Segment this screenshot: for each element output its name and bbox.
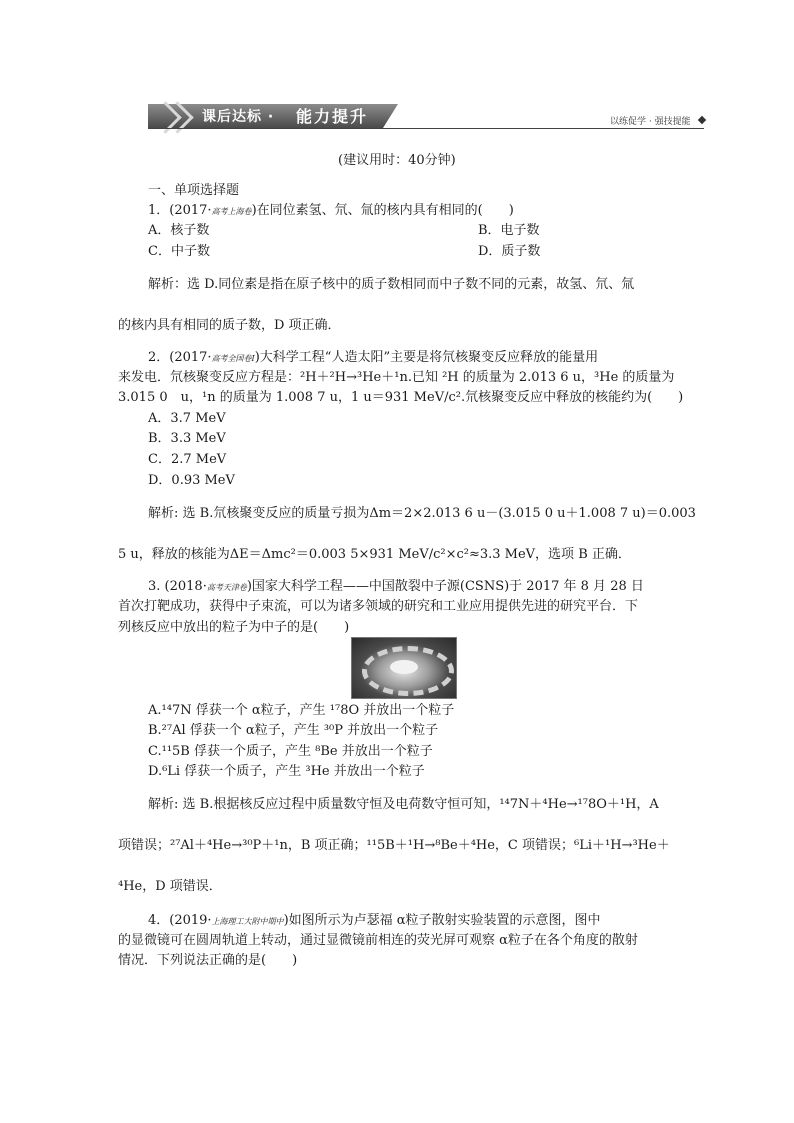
section-banner — [148, 104, 398, 128]
analysis-line: 解析：选 D.同位素是指在原子核中的质子数相同而中子数不同的元素，故氢、氘、氚 — [148, 277, 635, 292]
question-source: 高考全国卷Ⅰ — [211, 354, 255, 363]
option-c: C.¹¹5B 俘获一个质子，产生 ⁸Be 并放出一个粒子 — [148, 744, 433, 759]
option-a: A．核子数 — [148, 223, 210, 238]
header-slogan: 以练促学 · 强技提能 — [610, 117, 691, 127]
diamond-icon — [698, 116, 706, 124]
analysis-line: 解析: 选 B.氘核聚变反应的质量亏损为Δm＝2×2.013 6 u－(3.015 0 u＋1.008 7 u)＝0.003 — [148, 506, 696, 521]
option-d: D.⁶Li 俘获一个质子，产生 ³He 并放出一个粒子 — [148, 764, 425, 779]
question-text: 首次打靶成功，获得中子束流，可以为诸多领域的研究和工业应用提供先进的研究平台．下 — [118, 599, 639, 614]
question-text: 列核反应中放出的粒子为中子的是( ) — [118, 620, 350, 635]
question-number: 2．(2017· — [148, 350, 212, 365]
question-text: )大科学工程“人造太阳”主要是将氘核聚变反应释放的能量用 — [254, 350, 599, 365]
question-text: 情况．下列说法正确的是( ) — [118, 953, 298, 968]
option-b: B．3.3 MeV — [148, 431, 226, 446]
csns-facility-photo — [351, 637, 457, 699]
question-source: 高考上海卷 — [211, 207, 252, 216]
question-text: )在同位素氢、氘、氚的核内具有相同的( ) — [251, 203, 514, 218]
option-a: A．3.7 MeV — [148, 411, 226, 426]
question-number: 4．(2019· — [148, 913, 212, 928]
option-b: B．电子数 — [478, 223, 540, 238]
question-text: 来发电．氘核聚变反应方程是：²H＋²H→³He＋¹n.已知 ²H 的质量为 2.013 6 u，³He 的质量为 — [118, 370, 675, 385]
header-rule — [148, 128, 704, 129]
analysis-line: ⁴He，D 项错误． — [118, 879, 222, 894]
analysis-line: 的核内具有相同的质子数，D 项正确． — [118, 318, 341, 333]
section-title: 课后达标 · — [202, 109, 275, 125]
section-title-emph: 能力提升 — [296, 107, 369, 126]
option-c: C．中子数 — [148, 244, 210, 259]
option-b: B.²⁷Al 俘获一个 α粒子，产生 ³⁰P 并放出一个粒子 — [148, 723, 439, 738]
time-note: (建议用时：40分钟) — [338, 153, 456, 168]
question-source: 上海理工大附中期中 — [211, 917, 284, 926]
question-source: 高考天津卷 — [206, 583, 247, 592]
question-2-stem — [148, 349, 598, 368]
option-d: D．0.93 MeV — [148, 473, 235, 488]
question-text: )如图所示为卢瑟福 α粒子散射实验装置的示意图，图中 — [283, 913, 601, 928]
section-heading: 一、单项选择题 — [148, 183, 240, 198]
question-text: 的显微镜可在圆周轨道上转动，通过显微镜前相连的荧光屏可观察 α粒子在各个角度的散射 — [118, 933, 638, 948]
option-a: A.¹⁴7N 俘获一个 α粒子，产生 ¹⁷8O 并放出一个粒子 — [148, 703, 455, 718]
analysis-line: 5 u，释放的核能为ΔE＝Δmc²＝0.003 5×931 MeV/c²×c²≈3.3 MeV，选项 B 正确． — [118, 547, 631, 562]
question-1-stem — [148, 202, 514, 221]
analysis-line: 解析: 选 B.根据核反应过程中质量数守恒及电荷数守恒可知，¹⁴7N＋⁴He→¹⁷8O＋¹H，A — [148, 797, 659, 812]
analysis-line: 项错误；²⁷Al＋⁴He→³⁰P＋¹n，B 项正确；¹¹5B＋¹H→⁸Be＋⁴He，C 项错误；⁶Li＋¹H→³He＋ — [118, 838, 670, 853]
question-text: 3.015 0 u，¹n 的质量为 1.008 7 u，1 u＝931 MeV/c².氘核聚变反应中释放的核能约为( ) — [118, 390, 684, 405]
question-number: 1．(2017· — [148, 203, 212, 218]
question-4-stem — [148, 912, 601, 931]
question-3-stem — [148, 578, 644, 597]
option-c: C．2.7 MeV — [148, 452, 227, 467]
question-text: )国家大科学工程——中国散裂中子源(CSNS)于 2017 年 8 月 28 日 — [246, 579, 644, 594]
question-number: 3. (2018· — [148, 579, 207, 594]
option-d: D．质子数 — [478, 244, 541, 259]
